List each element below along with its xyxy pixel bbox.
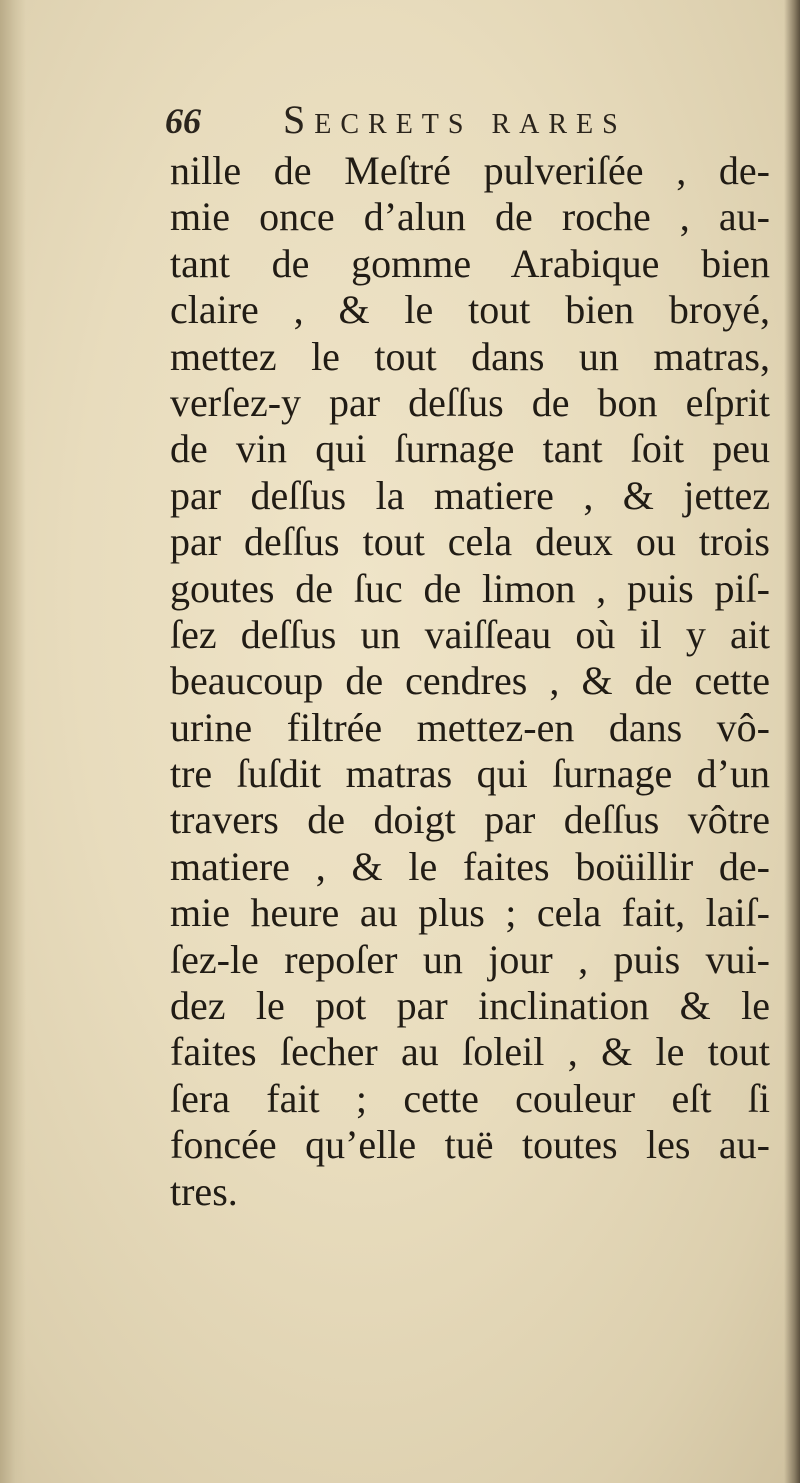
page-number: 66 [165,101,201,141]
text-line: travers de doigt par deſſus vôtre [170,797,770,843]
spine-shadow [0,0,26,1483]
text-line: tant de gomme Arabique bien [170,240,770,286]
text-line: faites ſecher au ſoleil , & le tout [170,1029,770,1075]
text-line: goutes de ſuc de limon , puis piſ- [170,565,770,611]
text-line: foncée qu’elle tuë toutes les au- [170,1122,770,1168]
text-line: ſera fait ; cette couleur eſt ſi [170,1075,770,1121]
text-line: mie heure au plus ; cela fait, laiſ- [170,890,770,936]
text-line: matiere , & le faites boüillir de- [170,843,770,889]
text-line: par deſſus la matiere , & jettez [170,472,770,518]
text-line: dez le pot par inclination & le [170,983,770,1029]
page-edge-shadow [784,0,800,1483]
text-line: par deſſus tout cela deux ou trois [170,519,770,565]
text-line: de vin qui ſurnage tant ſoit peu [170,426,770,472]
text-line: ſez deſſus un vaiſſeau où il y ait [170,611,770,657]
text-line: ſez-le repoſer un jour , puis vui- [170,936,770,982]
text-line: beaucoup de cendres , & de cette [170,658,770,704]
text-line: nille de Meſtré pulveriſée , de- [170,148,770,193]
text-line: urine filtrée mettez-en dans vô- [170,704,770,750]
running-title: Secrets rares [283,97,627,142]
text-line: claire , & le tout bien broyé, [170,287,770,333]
text-line: mie once d’alun de roche , au- [170,194,770,240]
text-line: verſez-y par deſſus de bon eſprit [170,379,770,425]
text-line: tres. [170,1168,238,1214]
body-text [170,148,770,1215]
page-header [165,96,725,146]
text-line: tre ſuſdit matras qui ſurnage d’un [170,751,770,797]
text-line: mettez le tout dans un matras, [170,333,770,379]
